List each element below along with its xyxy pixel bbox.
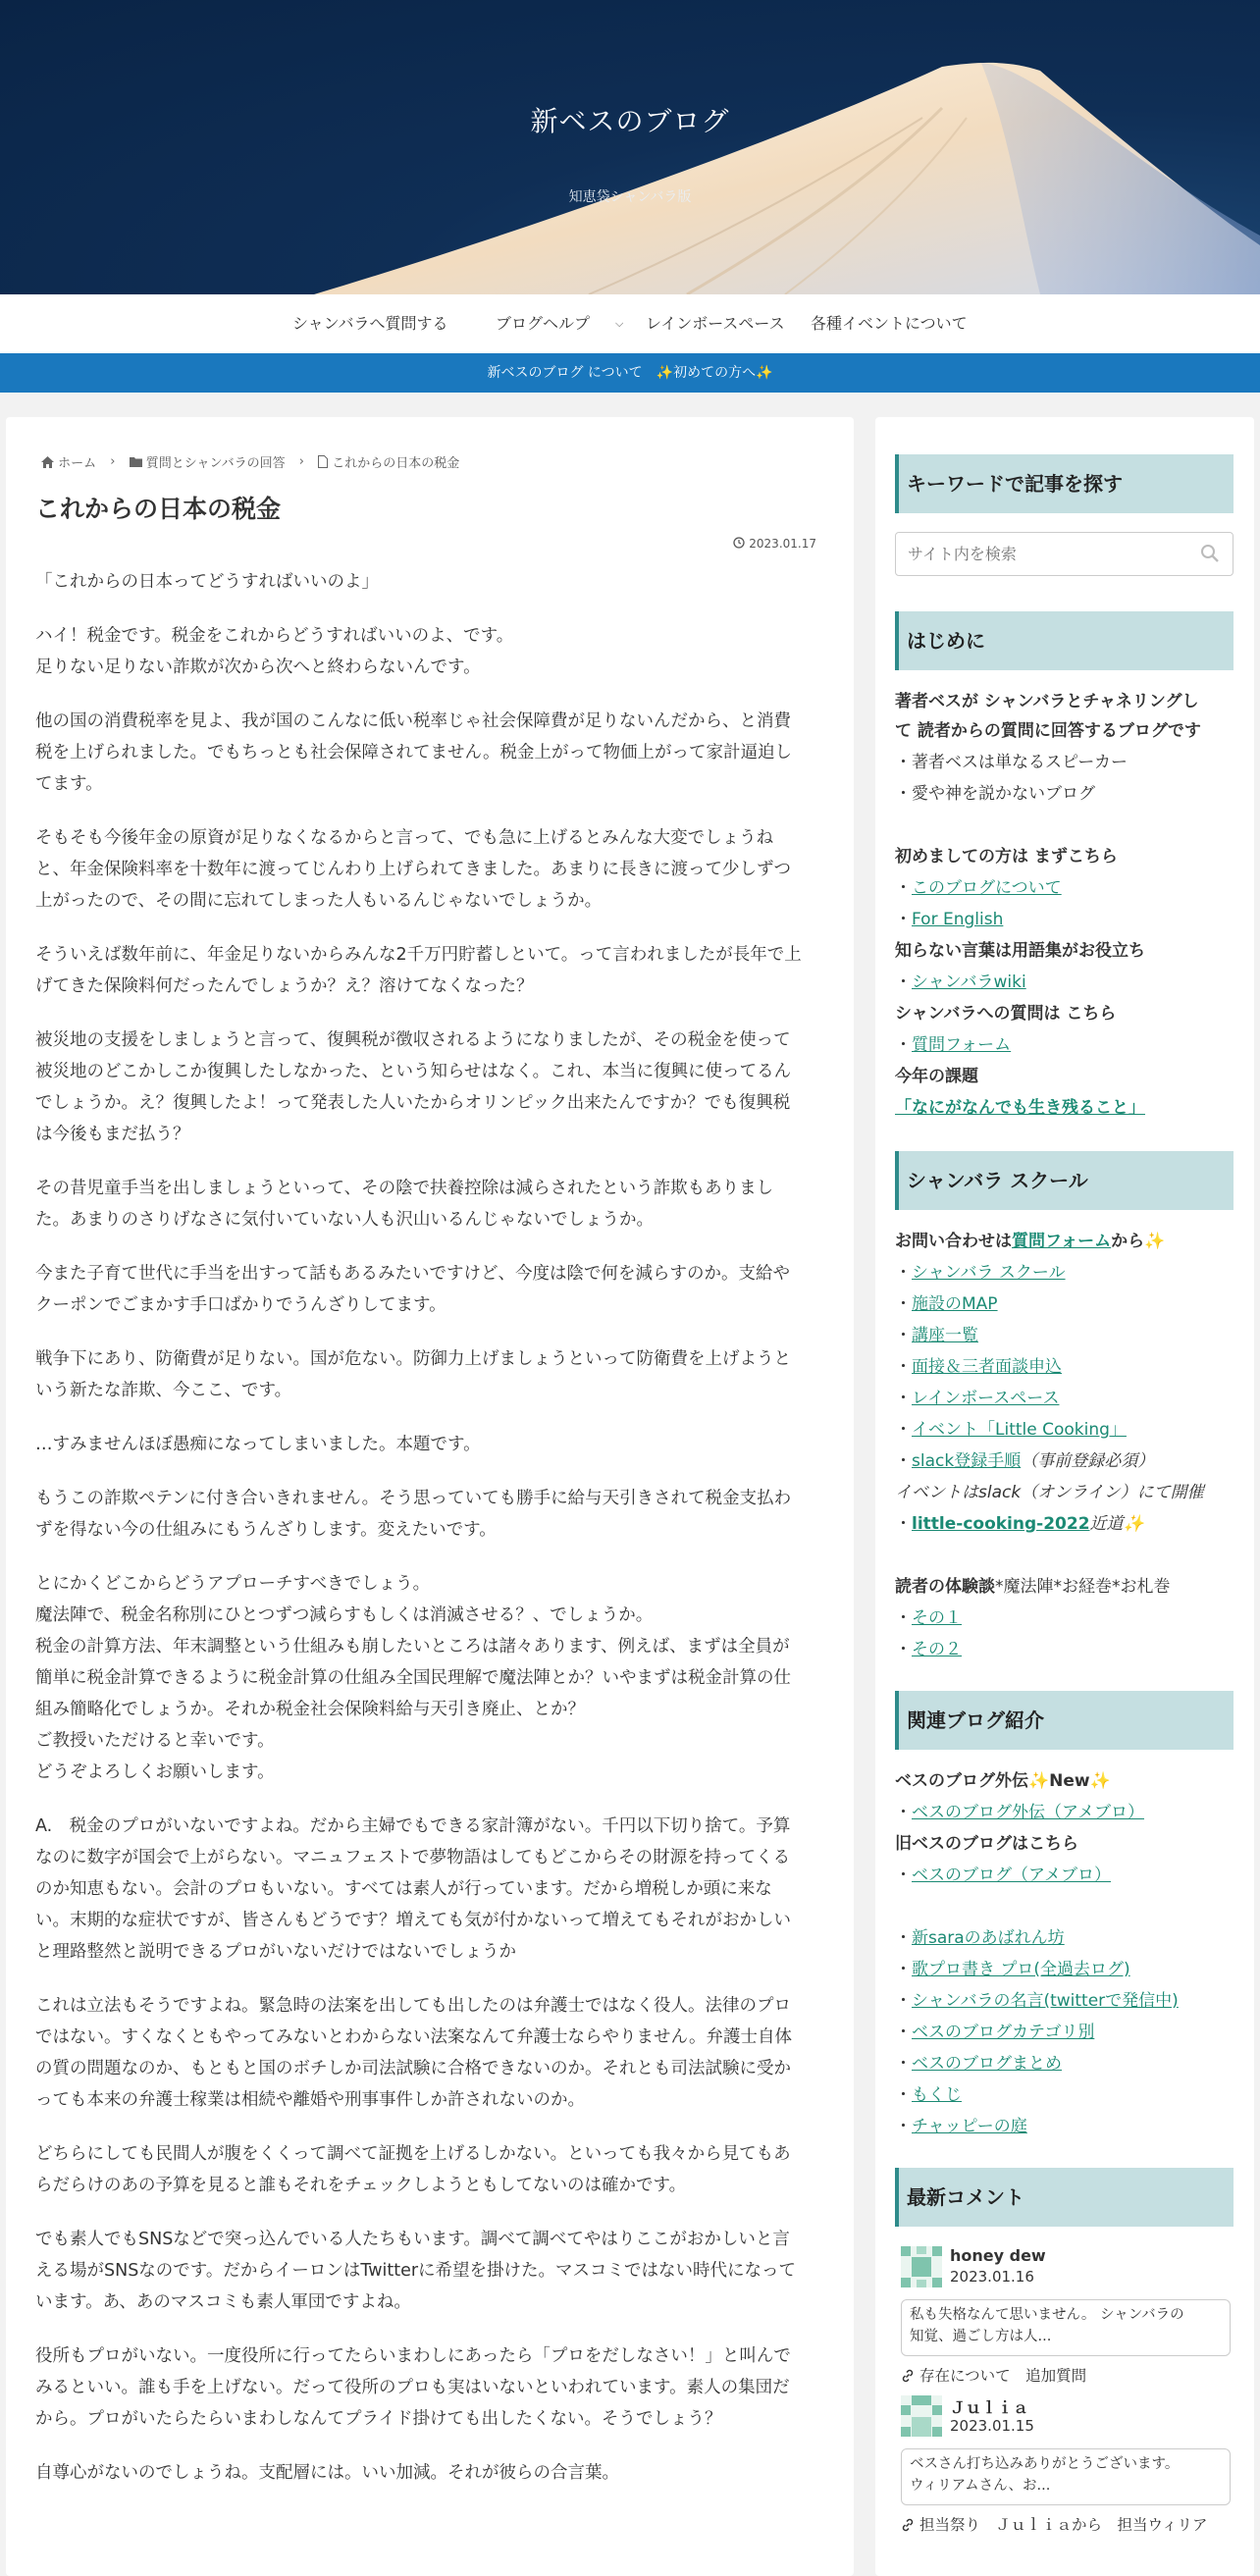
link-interview[interactable]: 面接＆三者面談申込 — [912, 1357, 1062, 1377]
widget-heading-intro: はじめに — [895, 611, 1234, 670]
intro-link-row: ・For English — [895, 910, 1004, 929]
link-summary[interactable]: ベスのブログまとめ — [912, 2054, 1062, 2074]
school-contact-row: お問い合わせは質問フォームから✨ — [895, 1232, 1166, 1251]
link-facility-map[interactable]: 施設のMAP — [912, 1294, 998, 1314]
school-event-note: イベントはslack（オンライン）にて開催 — [895, 1483, 1204, 1502]
comment-author: Ｊｕｌｉａ — [950, 2398, 1029, 2417]
link-icon — [901, 2369, 915, 2383]
link-about-blog[interactable]: このブログについて — [912, 878, 1062, 898]
comment-post-link[interactable]: 担当祭り Ｊｕｌｉａから 担当ウィリア — [901, 2513, 1208, 2535]
link-slack-guide[interactable]: slack登録手順 — [912, 1451, 1022, 1471]
article-paragraph: 自尊心がないのでしょうね。支配層には。いい加減。それが彼らの合言葉。 — [35, 2463, 619, 2483]
entry-title: これからの日本の税金 — [35, 495, 282, 523]
mountain-header-image — [0, 0, 1260, 294]
article-paragraph: でも素人でもSNSなどで突っ込んでいる人たちもいます。調べて調べてやはりここがおかしいと言 える場がSNSなのです。だからイーロンはTwitterに希望を掛けた。マスコミではない時代になって います。あ、あのマスコミも素人軍団ですよね。 — [35, 2230, 797, 2312]
nav-item-rainbow-space[interactable]: レインボースペース — [646, 314, 785, 333]
article-paragraph: 「これからの日本ってどうすればいいのよ」 — [35, 572, 379, 592]
comment-date: 2023.01.15 — [950, 2417, 1034, 2435]
breadcrumb-home[interactable]: ホーム — [58, 456, 97, 471]
article-paragraph: 戦争下にあり、防衛費が足りない。国が危ない。防御力上げましょうといって防衛費を上げようと いう新たな詐欺、今ここ、です。 — [35, 1349, 791, 1400]
article-paragraph: ハイ！税金です。税金をこれからどうすればいいのよ、です。 足りない足りない詐欺が次から次へと終わらないんです。 — [35, 626, 514, 677]
link-channel[interactable]: little-cooking-2022 — [912, 1514, 1090, 1534]
intro-label: 知らない言葉は用語集がお役立ち — [895, 941, 1145, 961]
comment-post-link[interactable]: 存在について 追加質問 — [901, 2364, 1086, 2386]
link-question-form[interactable]: 質問フォーム — [912, 1035, 1012, 1055]
avatar — [901, 2395, 942, 2437]
post-date — [733, 537, 816, 551]
nav-item-blog-help[interactable]: ブログヘルプ — [496, 314, 591, 333]
related-link-row: ・チャッピーの庭 — [895, 2117, 1027, 2136]
site-title[interactable]: 新ベスのブログ — [530, 105, 730, 137]
link-categories[interactable]: ベスのブログカテゴリ別 — [912, 2023, 1095, 2042]
avatar — [901, 2246, 942, 2287]
comment-excerpt[interactable]: ベスさん打ち込みありがとうございます。 ウィリアムさん、お... — [901, 2448, 1231, 2505]
search-icon[interactable] — [1199, 543, 1221, 564]
link-year-theme[interactable]: 「なにがなんでも生き残ること」 — [895, 1098, 1145, 1118]
related-link-row: ・歌プロ書き プロ(全過去ログ) — [895, 1960, 1130, 1979]
school-link-row: ・シャンバラ スクール — [895, 1263, 1066, 1283]
global-nav — [0, 294, 1260, 353]
reader-label-row: 読者の体験談*魔法陣*お経巻*お札巻 — [895, 1577, 1171, 1597]
intro-line: ・愛や神を説かないブログ — [895, 784, 1095, 804]
link-quotes[interactable]: シャンバラの名言(twitterで発信中) — [912, 1991, 1179, 2011]
related-link-row: ・もくじ — [895, 2085, 962, 2105]
related-link-row: ・ベスのブログ外伝（アメブロ） — [895, 1803, 1144, 1822]
sidebar — [875, 417, 1254, 2576]
link-index[interactable]: もくじ — [912, 2085, 962, 2105]
link-school[interactable]: シャンバラ スクール — [912, 1263, 1066, 1283]
link-chappy[interactable]: チャッピーの庭 — [912, 2117, 1027, 2136]
site-header — [0, 0, 1260, 294]
related-link-row: ・シャンバラの名言(twitterで発信中) — [895, 1991, 1179, 2011]
link-wiki[interactable]: シャンバラwiki — [912, 973, 1026, 992]
article-paragraph: とにかくどこからどうアプローチすべきでしょう。 魔法陣で、税金名称別にひとつずつ減らすもしくは消滅させる？、でしょうか。 税金の計算方法、年末調整という仕組みも崩したいところは諸々あります、例えば、まずは全員が 簡単に税金計算できるように税金計算の仕組み全国民理解で魔法陣とか？いやまずは税金計算の仕 組み簡略化でしょうか。それか税金社会保険料給与天引き廃止、とか？ ご教授いただけると幸いです。 どうぞよろしくお願いします。 — [35, 1574, 791, 1782]
intro-line: 著者ベスが シャンバラとチャネリングし — [895, 692, 1199, 711]
school-link-row: ・施設のMAP — [895, 1294, 998, 1314]
intro-line: ・著者ベスは単なるスピーカー — [895, 753, 1128, 772]
link-reader-2[interactable]: その２ — [912, 1640, 962, 1659]
nav-item-events[interactable]: 各種イベントについて — [811, 314, 968, 333]
intro-theme-row — [895, 1096, 1145, 1120]
link-sara[interactable]: 新saraのあばれん坊 — [912, 1928, 1065, 1948]
related-label: ベスのブログ外伝✨New✨ — [895, 1771, 1111, 1791]
search-input[interactable] — [895, 532, 1234, 576]
comment-author: honey dew — [950, 2246, 1046, 2265]
widget-heading-comments: 最新コメント — [895, 2168, 1234, 2227]
related-link-row: ・新saraのあばれん坊 — [895, 1928, 1065, 1948]
reader-link-row: ・その１ — [895, 1608, 962, 1628]
intro-label: 今年の課題 — [895, 1067, 978, 1086]
comment-date: 2023.01.16 — [950, 2268, 1034, 2286]
link-reader-1[interactable]: その１ — [912, 1608, 962, 1628]
article-paragraph: …すみませんほぼ愚痴になってしまいました。本題です。 — [35, 1435, 481, 1454]
link-contact-form[interactable]: 質問フォーム — [1012, 1232, 1112, 1251]
article-paragraph: 被災地の支援をしましょうと言って、復興税が徴収されるようになりましたが、その税金を使って 被災地のどこかしこか復興したしなかった、という知らせはなく。これ、本当に復興に使ってるん でしょうか。え？復興したよ！って発表した人いたからオリンピック出来たんですか？でも復興税 は今後もまだ払う？ — [35, 1030, 792, 1144]
article-paragraph: 今また子育て世代に手当を出すって話もあるみたいですけど、今度は陰で何を減らすのか。支給や クーポンでごまかす手口ばかりでうんざりしてます。 — [35, 1264, 790, 1315]
school-link-row: ・イベント「Little Cooking」 — [895, 1420, 1127, 1440]
chevron-right-icon: › — [110, 454, 116, 469]
school-link-row: ・レインボースペース — [895, 1389, 1060, 1408]
reader-link-row: ・その２ — [895, 1640, 962, 1659]
breadcrumb — [41, 452, 459, 471]
link-uta-pro[interactable]: 歌プロ書き プロ(全過去ログ) — [912, 1960, 1130, 1979]
chevron-down-icon[interactable]: ⌵ — [615, 317, 624, 330]
widget-heading-search: キーワードで記事を探す — [895, 454, 1234, 513]
article-paragraph: そういえば数年前に、年金足りないからみんな2千万円貯蓄しといて。って言われましたが長年で上 げてきた保険料何だったんでしょうか？え？溶けてなくなった？ — [35, 945, 802, 996]
link-gaiden[interactable]: ベスのブログ外伝（アメブロ） — [912, 1803, 1144, 1822]
nav-item-ask-shambhala[interactable]: シャンバラへ質問する — [292, 314, 448, 333]
article-paragraph: そもそも今後年金の原資が足りなくなるからと言って、でも急に上げるとみんな大変でしょうね と、年金保険料率を十数年に渡ってじんわり上げられてきました。あまりに長きに渡って少しずつ 上がったので、その間に忘れてしまった人もいるんじゃないでしょうか。 — [35, 828, 791, 911]
related-link-row: ・ベスのブログまとめ — [895, 2054, 1062, 2074]
related-label: 旧ベスのブログはこちら — [895, 1834, 1078, 1854]
widget-heading-related: 関連ブログ紹介 — [895, 1691, 1234, 1750]
link-old-blog[interactable]: ベスのブログ（アメブロ） — [912, 1866, 1111, 1885]
intro-link-row: ・シャンバラwiki — [895, 973, 1026, 992]
intro-link-row: ・質問フォーム — [895, 1035, 1012, 1055]
site-tagline: 知恵袋シャンバラ版 — [568, 189, 692, 205]
article-paragraph: もうこの詐欺ペテンに付き合いきれません。そう思っていても勝手に給与天引きされて税金支払わ ずを得ない今の仕組みにもうんざりします。変えたいです。 — [35, 1489, 792, 1540]
breadcrumb-current: これからの日本の税金 — [332, 456, 460, 471]
intro-label: シャンバラへの質問は こちら — [895, 1004, 1117, 1024]
related-link-row: ・ベスのブログカテゴリ別 — [895, 2023, 1095, 2042]
intro-link-row: ・このブログについて — [895, 878, 1062, 898]
article-paragraph: その昔児童手当を出しましょうといって、その陰で扶養控除は減らされたという詐欺もありまし た。あまりのさりげなさに気付いていない人も沢山いるんじゃないでしょうか。 — [35, 1179, 774, 1230]
link-for-english[interactable]: For English — [912, 910, 1004, 929]
article-paragraph: A. 税金のプロがいないですよね。だから主婦でもできる家計簿がない。千円以下切り捨て。予算 なのに数字が国会で上がらない。マニュフェストで夢物語はしてもどこからその財源を持ってくる のか知恵もない。会計のプロもいない。すべては素人が行っています。だから増税しか頭に来な い。末期的な症状ですが、皆さんもどうです？増えても気が付かないって増えてもそれがおかしい と理路整然と説明できるプロがいないだけではないでしょうか — [35, 1816, 791, 1962]
breadcrumb-category[interactable]: 質問とシャンバラの回答 — [145, 456, 286, 471]
school-channel-row: ・little-cooking-2022近道✨ — [895, 1514, 1144, 1534]
notice-bar[interactable]: 新ベスのブログ について ✨初めての方へ✨ — [0, 353, 1260, 393]
folder-icon — [130, 456, 142, 467]
school-link-row: ・面接＆三者面談申込 — [895, 1357, 1062, 1377]
article-body — [35, 566, 828, 2511]
comment-excerpt[interactable]: 私も失格なんて思いません。 シャンバラの 知覚、過ごし方は人... — [901, 2299, 1231, 2356]
chevron-right-icon: › — [298, 454, 304, 469]
home-icon — [41, 456, 54, 468]
main-content — [6, 417, 854, 2576]
intro-label: 初めましての方は まずこちら — [895, 847, 1118, 867]
related-link-row: ・ベスのブログ（アメブロ） — [895, 1866, 1111, 1885]
intro-line: て 読者からの質問に回答するブログです — [895, 721, 1201, 741]
article-paragraph: どちらにしても民間人が腹をくくって調べて証拠を上げるしかない。といっても我々から見てもあ らだらけのあの予算を見ると誰もそれをチェックしようともしてないのは確かです。 — [35, 2144, 791, 2195]
article-paragraph: これは立法もそうですよね。緊急時の法案を出しても出したのは弁護士ではなく役人。法律のプロ ではない。すくなくともやってみないとわからない法案なんて弁護士ならやりません。弁護士自体 の質の問題なのか、もともと国のボチしか司法試験に合格できないのか。それとも司法試験に受か っても本来の弁護士稼業は相続や離婚や刑事事件しか許されないのか。 — [35, 1996, 793, 2110]
link-icon — [901, 2518, 915, 2532]
school-link-row: ・slack登録手順（事前登録必須） — [895, 1451, 1155, 1471]
post-date-text: 2023.01.17 — [749, 537, 816, 551]
document-icon — [318, 455, 328, 468]
school-link-row: ・講座一覧 — [895, 1326, 978, 1345]
link-courses[interactable]: 講座一覧 — [912, 1326, 978, 1345]
article-paragraph: 他の国の消費税率を見よ、我が国のこんなに低い税率じゃ社会保障費が足りないんだから、と消費 税を上げられました。でもちっとも社会保障されてません。税金上がって物価上がって家計逼迫し てます。 — [35, 711, 793, 794]
article-paragraph: 役所もプロがいない。一度役所に行ってたらいまわしにあったら「プロをだしなさい！」と叫んで みるといい。誰も手を上げない。だって役所のプロも実はいないといわれています。素人の集団だ から。プロがいたらたらいまわしなんてプライド掛けても出したくない。そうでしょう？ — [35, 2346, 791, 2429]
widget-heading-school: シャンバラ スクール — [895, 1151, 1234, 1210]
clock-icon — [733, 537, 745, 549]
link-little-cooking[interactable]: イベント「Little Cooking」 — [912, 1420, 1127, 1440]
link-rainbow-space[interactable]: レインボースペース — [912, 1389, 1060, 1408]
